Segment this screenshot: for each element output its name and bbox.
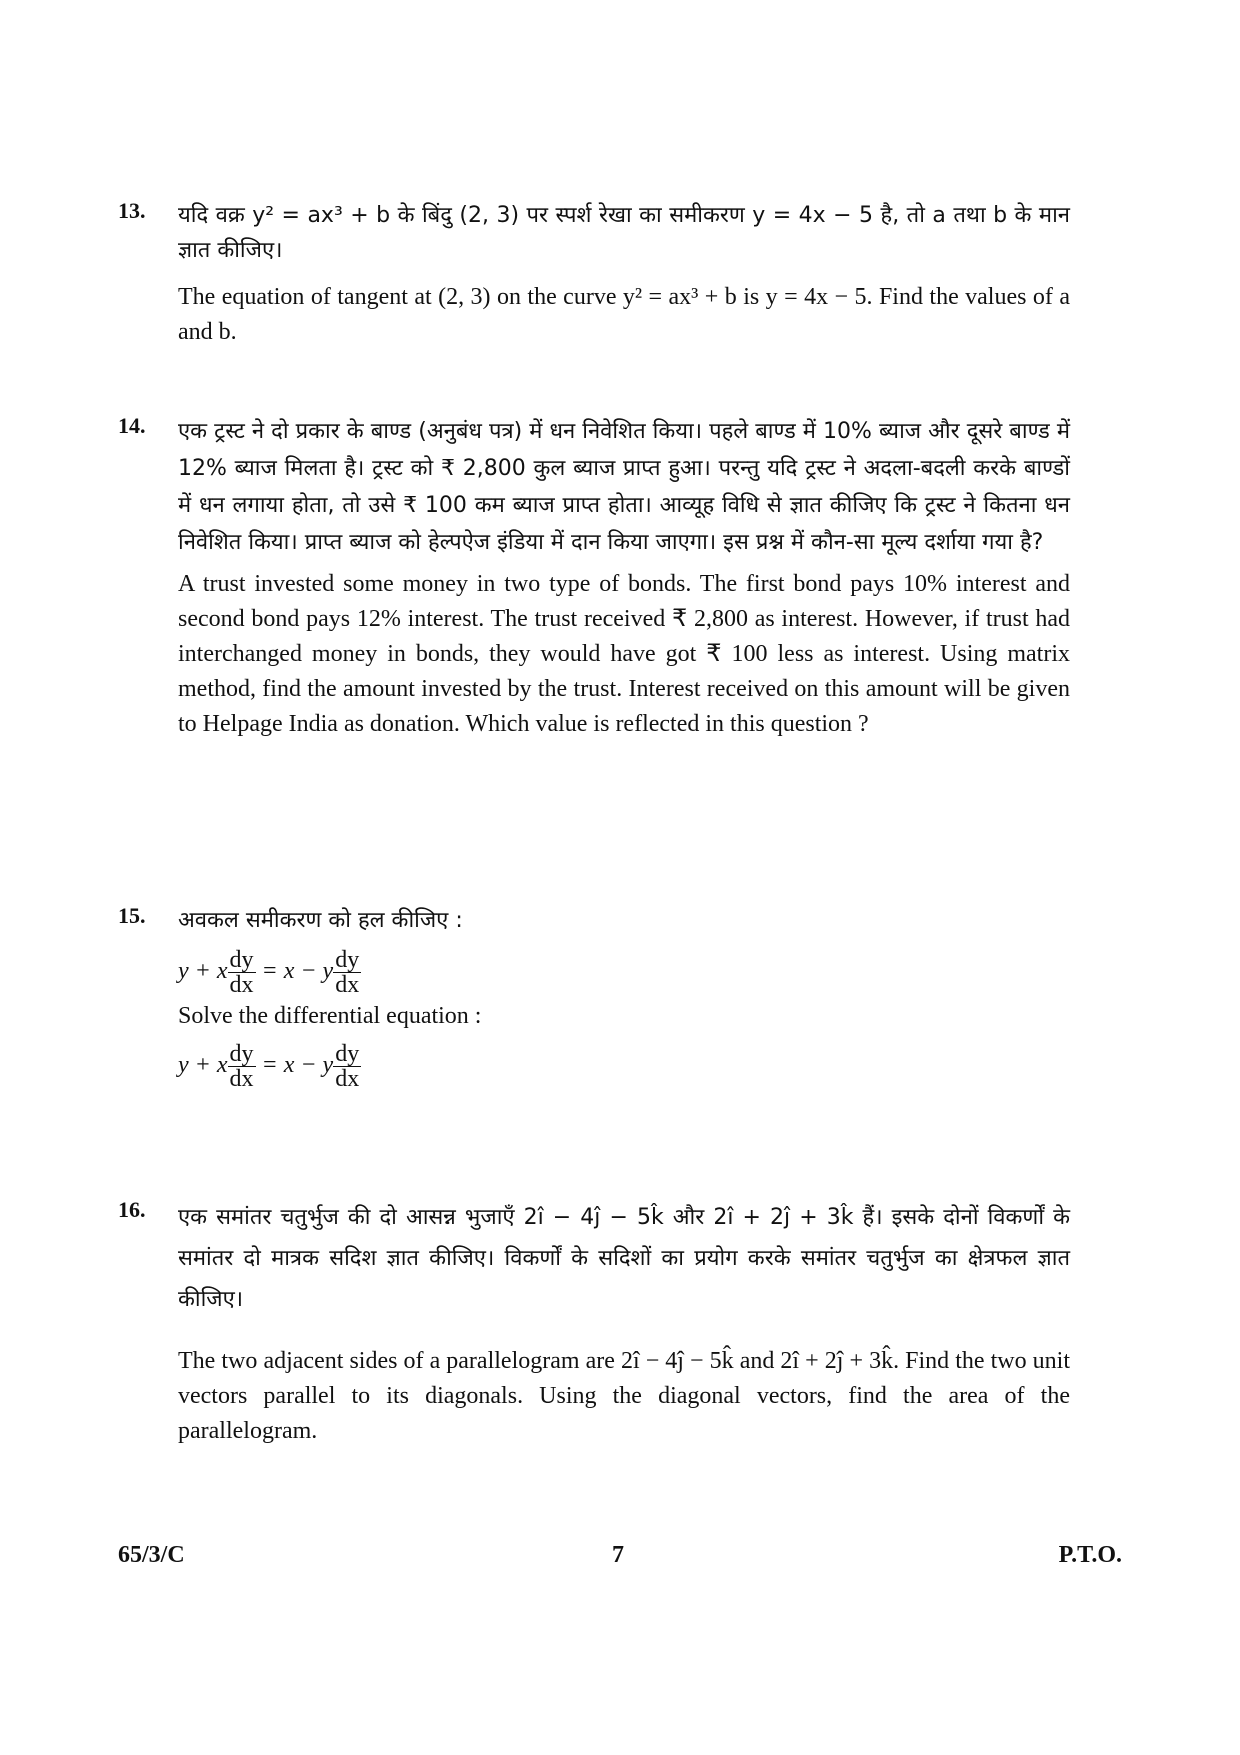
fraction-numerator: dy — [335, 1041, 360, 1067]
equation-mid: = x − y — [261, 958, 334, 985]
question-number: 13. — [118, 198, 146, 223]
derivative-fraction — [228, 1042, 256, 1091]
equation-mid: = x − y — [261, 1052, 334, 1079]
fraction-numerator: dy — [335, 947, 360, 973]
page-number: 7 — [612, 1542, 624, 1568]
question-english-text: A trust invested some money in two type of bonds. The first bond pays 10% interest and second bond pays 12% interest. The trust received ₹ 2,800 as interest. However, if trust had interchanged money in bonds, they would have got ₹ 100 less as interest. Using matrix method, find the amount invested by the trust. Interest received on this amount will be given to Helpage India as donation. Which value is reflected in this question ? — [178, 571, 1070, 737]
derivative-fraction — [333, 948, 361, 997]
fraction-denominator: dx — [335, 972, 360, 998]
question-number: 16. — [118, 1197, 146, 1222]
fraction-numerator: dy — [229, 947, 254, 973]
fraction-numerator: dy — [229, 1041, 254, 1067]
derivative-fraction — [228, 948, 256, 997]
paper-code: 65/3/C — [118, 1542, 185, 1568]
question-english-text: The two adjacent sides of a parallelogram are 2î − 4ĵ − 5k̂ and 2î + 2ĵ + 3k̂. Find the two unit vectors parallel to its diagonals. Using the diagonal vectors, find the area of the parallelogram. — [178, 1348, 1070, 1444]
equation-lhs: y + x — [178, 1052, 228, 1079]
equation-lhs: y + x — [178, 958, 228, 985]
question-hindi-text: अवकल समीकरण को हल कीजिए : — [178, 908, 463, 933]
differential-equation — [178, 1042, 1070, 1091]
please-turn-over: P.T.O. — [1058, 1542, 1122, 1568]
fraction-denominator: dx — [229, 1066, 254, 1092]
fraction-denominator: dx — [335, 1066, 360, 1092]
question-number: 15. — [118, 903, 146, 928]
fraction-denominator: dx — [229, 972, 254, 998]
question-number: 14. — [118, 413, 146, 438]
question-hindi-text: एक ट्रस्ट ने दो प्रकार के बाण्ड (अनुबंध पत्र) में धन निवेशित किया। पहले बाण्ड में 10% ब्याज और दूसरे बाण्ड में 12% ब्याज मिलता है। ट्रस्ट को ₹ 2,800 कुल ब्याज प्राप्त हुआ। परन्तु यदि ट्रस्ट ने अदला-बदली करके बाण्डों में धन लगाया होता, तो उसे ₹ 100 कम ब्याज प्राप्त होता। आव्यूह विधि से ज्ञात कीजिए कि ट्रस्ट ने कितना धन निवेशित किया। प्राप्त ब्याज को हेल्पऐज इंडिया में दान किया जाएगा। इस प्रश्न में कौन-सा मूल्य दर्शाया गया है? — [178, 419, 1070, 555]
question-english-text: Solve the differential equation : — [178, 1003, 482, 1029]
derivative-fraction — [333, 1042, 361, 1091]
question-hindi-text: यदि वक्र y² = ax³ + b के बिंदु (2, 3) पर स्पर्श रेखा का समीकरण y = 4x − 5 है, तो a तथा b के मान ज्ञात कीजिए। — [178, 203, 1070, 263]
question-hindi-text: एक समांतर चतुर्भुज की दो आसन्न भुजाएँ 2î − 4ĵ − 5k̂ और 2î + 2ĵ + 3k̂ हैं। इसके दोनों विकर्णों के समांतर दो मात्रक सदिश ज्ञात कीजिए। विकर्णों के सदिशों का प्रयोग करके समांतर चतुर्भुज का क्षेत्रफल ज्ञात कीजिए। — [178, 1205, 1070, 1312]
question-english-text: The equation of tangent at (2, 3) on the curve y² = ax³ + b is y = 4x − 5. Find the values of a and b. — [178, 284, 1070, 345]
differential-equation — [178, 948, 1070, 997]
